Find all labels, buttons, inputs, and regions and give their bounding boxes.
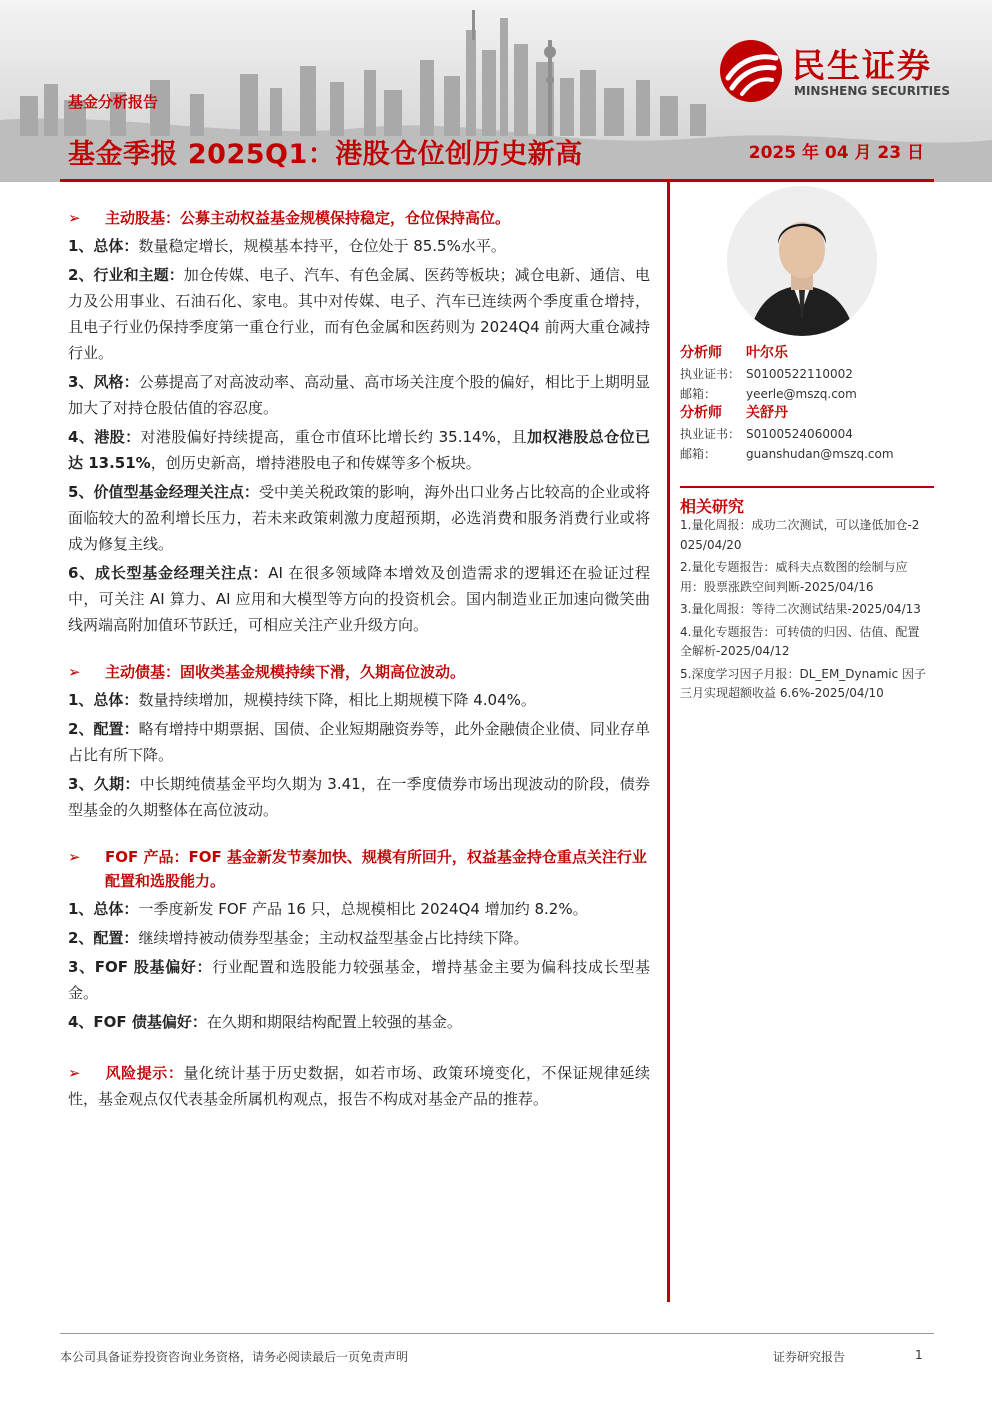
related-link[interactable]: 1.量化周报：成功二次测试，可以逢低加仓-2 [680, 518, 920, 532]
analyst-email-link[interactable]: guanshudan@mszq.com [746, 447, 894, 461]
report-title: 基金季报 2025Q1：港股仓位创历史新高 [68, 139, 583, 170]
page-number: 1 [915, 1348, 923, 1362]
analyst-email-link[interactable]: yeerle@mszq.com [746, 387, 857, 401]
risk-label: 风险提示： [105, 1064, 184, 1082]
footer-divider [60, 1333, 934, 1334]
list-item: 2、行业和主题：加仓传媒、电子、汽车、有色金属、医药等板块；减仓电新、通信、电力及公用事业、石油石化、家电。其中对传媒、电子、汽车已连续两个季度重仓增持，且电子行业仍保持季度第一重仓行业，而有色金属和医药则为 2024Q4 前两大重仓减持行业。 [68, 266, 650, 362]
list-item: 1、总体：一季度新发 FOF 产品 16 只，总规模相比 2024Q4 增加约 8.2%。 [68, 900, 588, 918]
footer-disclaimer: 本公司具备证券投资咨询业务资格，请务必阅读最后一页免责声明 [60, 1350, 409, 1364]
analyst-name: 关舒丹 [746, 405, 788, 421]
bullet-arrow-icon: ➢ [68, 1064, 81, 1082]
report-category: 基金分析报告 [68, 93, 159, 111]
analyst-certificate: S0100522110002 [746, 367, 853, 381]
section-heading-bond: ➢ 主动债基：固收类基金规模持续下滑，久期高位波动。 [68, 660, 650, 684]
analyst-role: 分析师 [680, 345, 722, 361]
list-item: 3、FOF 股基偏好：行业配置和选股能力较强基金，增持基金主要为偏科技成长型基金。 [68, 958, 650, 1002]
section-heading-equity: ➢ 主动股基：公募主动权益基金规模保持稳定，仓位保持高位。 [68, 206, 650, 230]
list-item: 1、总体：数量稳定增长，规模基本持平，仓位处于 85.5%水平。 [68, 237, 506, 255]
logo-chinese-name: 民生证券 [792, 46, 932, 85]
footer-report-type: 证券研究报告 [773, 1350, 846, 1364]
risk-text: 量化统计基于历史数据，如若市场、政策环境变化，不保证规律延续性，基金观点仅代表基金所属机构观点，报告不构成对基金产品的推荐。 [68, 1064, 650, 1108]
header-banner [0, 0, 992, 182]
report-date: 2025 年 04 月 23 日 [748, 143, 924, 163]
header-divider [60, 179, 934, 182]
related-link[interactable]: 三月实现超额收益 6.6%-2025/04/10 [680, 686, 884, 700]
analyst-certificate: S0100524060004 [746, 427, 853, 441]
analyst-card: 分析师 叶尔乐 执业证书： S0100522110002 邮箱： yeerle@mszq.com [680, 342, 934, 404]
list-item: 2、配置：略有增持中期票据、国债、企业短期融资券等，此外金融债企业债、同业存单占比有所下降。 [68, 720, 651, 764]
analyst-name: 叶尔乐 [746, 345, 788, 361]
list-item: 1、总体：数量持续增加，规模持续下降，相比上期规模下降 4.04%。 [68, 691, 536, 709]
risk-warning [68, 1060, 650, 1112]
list-item: 3、风格：公募提高了对高波动率、高动量、高市场关注度个股的偏好，相比于上期明显加大了对持仓股估值的容忍度。 [68, 373, 651, 417]
related-link[interactable]: 2.量化专题报告：威科夫点数图的绘制与应 [680, 560, 908, 574]
column-divider [667, 182, 670, 1302]
related-link[interactable]: 用：股票涨跌空间判断-2025/04/16 [680, 579, 874, 594]
related-research-title: 相关研究 [680, 486, 934, 517]
company-logo [718, 38, 968, 104]
list-item: 4、港股：对港股偏好持续提高，重仓市值环比增长约 35.14%，且加权港股总仓位已达 13.51%，创历史新高，增持港股电子和传媒等多个板块。 [68, 428, 650, 472]
summary-column [68, 206, 650, 1112]
analyst-card: 分析师 关舒丹 执业证书： S0100524060004 邮箱： guanshudan@mszq.com [680, 402, 934, 464]
list-item: 2、配置：继续增持被动债券型基金；主动权益型基金占比持续下降。 [68, 929, 529, 947]
logo-english-name: MINSHENG SECURITIES [794, 84, 950, 98]
related-link[interactable]: 025/04/20 [680, 537, 742, 552]
list-item: 4、FOF 债基偏好：在久期和期限结构配置上较强的基金。 [68, 1013, 462, 1031]
analyst-role: 分析师 [680, 405, 722, 421]
list-item: 5、价值型基金经理关注点：受中美关税政策的影响，海外出口业务占比较高的企业或将面临较大的盈利增长压力，若未来政策刺激力度超预期，必选消费和服务消费行业或将成为修复主线。 [68, 483, 650, 553]
related-research-list [680, 516, 930, 704]
related-link[interactable]: 5.深度学习因子月报：DL_EM_Dynamic 因子 [680, 666, 927, 681]
related-link[interactable]: 3.量化周报：等待二次测试结果-2025/04/13 [680, 602, 921, 616]
avatar [727, 186, 877, 336]
related-link[interactable]: 4.量化专题报告：可转债的归因、估值、配置 [680, 624, 920, 639]
list-item: 3、久期：中长期纯债基金平均久期为 3.41，在一季度债券市场出现波动的阶段，债券型基金的久期整体在高位波动。 [68, 775, 651, 819]
related-link[interactable]: 全解析-2025/04/12 [680, 644, 790, 658]
bullet-arrow-icon: ➢ [68, 663, 81, 681]
analyst-photo [727, 186, 877, 336]
list-item: 6、成长型基金经理关注点：AI 在很多领域降本增效及创造需求的逻辑还在验证过程中，可关注 AI 算力、AI 应用和大模型等方向的投资机会。国内制造业正加速向微笑曲线两端高附加值环节跃迁，可相应关注产业升级方向。 [68, 564, 650, 634]
bullet-arrow-icon: ➢ [68, 209, 81, 227]
bullet-arrow-icon: ➢ [68, 848, 81, 866]
section-heading-fof: ➢ FOF 产品：FOF 基金新发节奏加快、规模有所回升，权益基金持仓重点关注行业配置和选股能力。 [68, 845, 650, 893]
minsheng-logo-icon [718, 38, 784, 104]
